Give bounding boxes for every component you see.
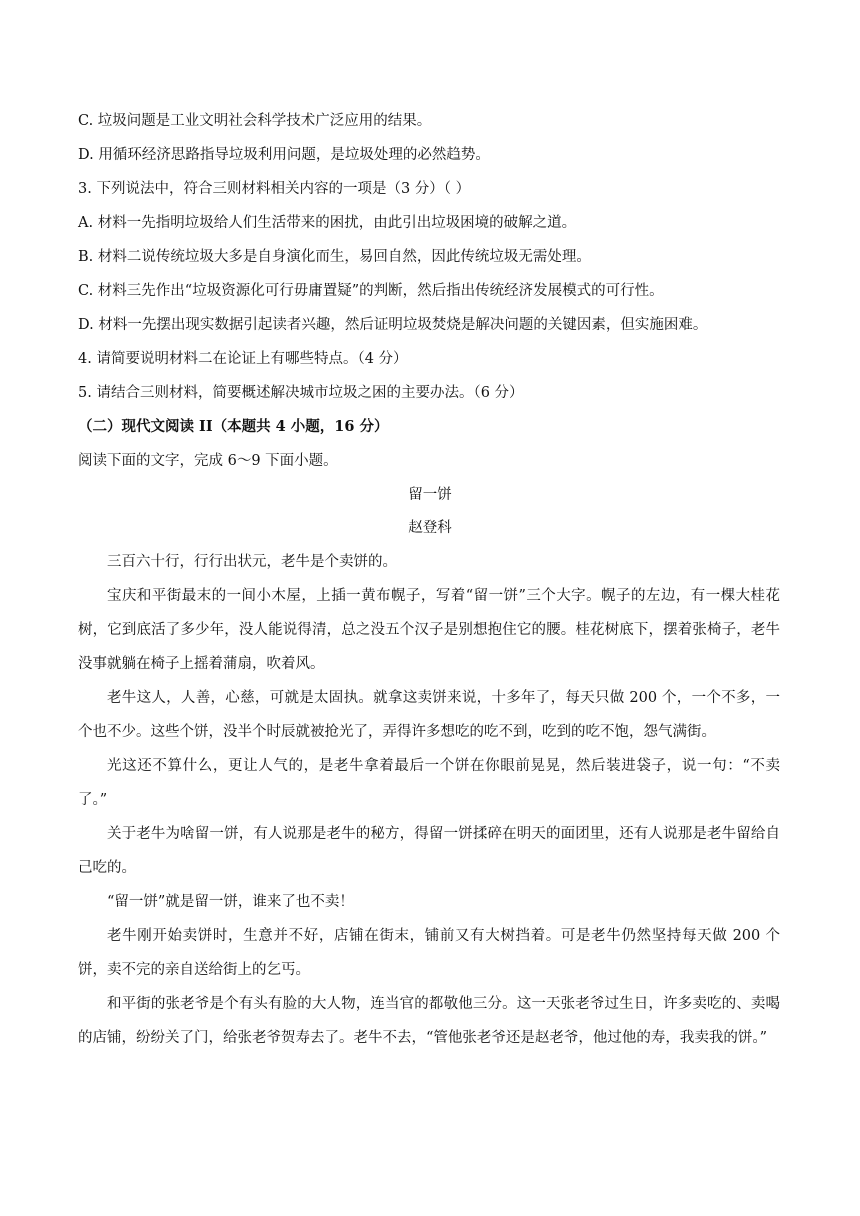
article-paragraph: 老牛这人，人善，心慈，可就是太固执。就拿这卖饼来说，十多年了，每天只做 200 个，一个不多，一个也不少。这些个饼，没半个时辰就被抢光了，弄得许多想吃的吃不到，吃到的吃不饱，怨气满街。 bbox=[78, 690, 780, 740]
question-3-option-a: A. 材料一先指明垃圾给人们生活带来的困扰，由此引出垃圾困境的破解之道。 bbox=[78, 215, 577, 231]
article-title: 留一饼 bbox=[408, 487, 452, 503]
question-4: 4. 请简要说明材料二在论证上有哪些特点。（4 分） bbox=[78, 351, 408, 367]
question-3: 3. 下列说法中，符合三则材料相关内容的一项是（3 分）（ ） bbox=[78, 181, 471, 197]
article-paragraph: 和平街的张老爷是个有头有脸的大人物，连当官的都敬他三分。这一天张老爷过生日，许多卖吃的、卖喝的店铺，纷纷关了门，给张老爷贺寿去了。老牛不去，“管他张老爷还是赵老爷，他过他的寿，我卖我的饼。” bbox=[78, 996, 780, 1046]
article-paragraph: “留一饼”就是留一饼，谁来了也不卖！ bbox=[107, 894, 354, 910]
option-d-line: D. 用循环经济思路指导垃圾利用问题，是垃圾处理的必然趋势。 bbox=[78, 147, 490, 163]
question-3-option-c: C. 材料三先作出“垃圾资源化可行毋庸置疑”的判断，然后指出传统经济发展模式的可行性。 bbox=[78, 283, 664, 299]
article-paragraph: 光这还不算什么，更让人气的，是老牛拿着最后一个饼在你眼前晃晃，然后装进袋子，说一句：“不卖了。” bbox=[78, 758, 780, 808]
option-c-line: C. 垃圾问题是工业文明社会科学技术广泛应用的结果。 bbox=[78, 113, 432, 129]
article-paragraph: 关于老牛为啥留一饼，有人说那是老牛的秘方，得留一饼揉碎在明天的面团里，还有人说那是老牛留给自己吃的。 bbox=[78, 826, 780, 876]
article-author: 赵登科 bbox=[408, 520, 452, 536]
article-paragraph: 宝庆和平街最末的一间小木屋，上插一黄布幌子，写着“留一饼”三个大字。幌子的左边，有一棵大桂花树，它到底活了多少年，没人能说得清，总之没五个汉子是别想抱住它的腰。桂花树底下，摆着张椅子，老牛没事就躺在椅子上摇着蒲扇，吹着风。 bbox=[78, 588, 780, 672]
question-5: 5. 请结合三则材料，简要概述解决城市垃圾之困的主要办法。（6 分） bbox=[78, 385, 524, 401]
question-3-option-d: D. 材料一先摆出现实数据引起读者兴趣，然后证明垃圾焚烧是解决问题的关键因素，但实施困难。 bbox=[78, 317, 708, 333]
article-paragraph: 老牛刚开始卖饼时，生意并不好，店铺在街末，铺前又有大树挡着。可是老牛仍然坚持每天做 200 个饼，卖不完的亲自送给街上的乞丐。 bbox=[78, 928, 780, 978]
section-instruction: 阅读下面的文字，完成 6～9 下面小题。 bbox=[78, 453, 338, 469]
section-heading: （二）现代文阅读 II（本题共 4 小题，16 分） bbox=[78, 418, 389, 435]
question-3-option-b: B. 材料二说传统垃圾大多是自身演化而生，易回自然，因此传统垃圾无需处理。 bbox=[78, 249, 591, 265]
article-paragraph: 三百六十行，行行出状元，老牛是个卖饼的。 bbox=[107, 554, 397, 570]
